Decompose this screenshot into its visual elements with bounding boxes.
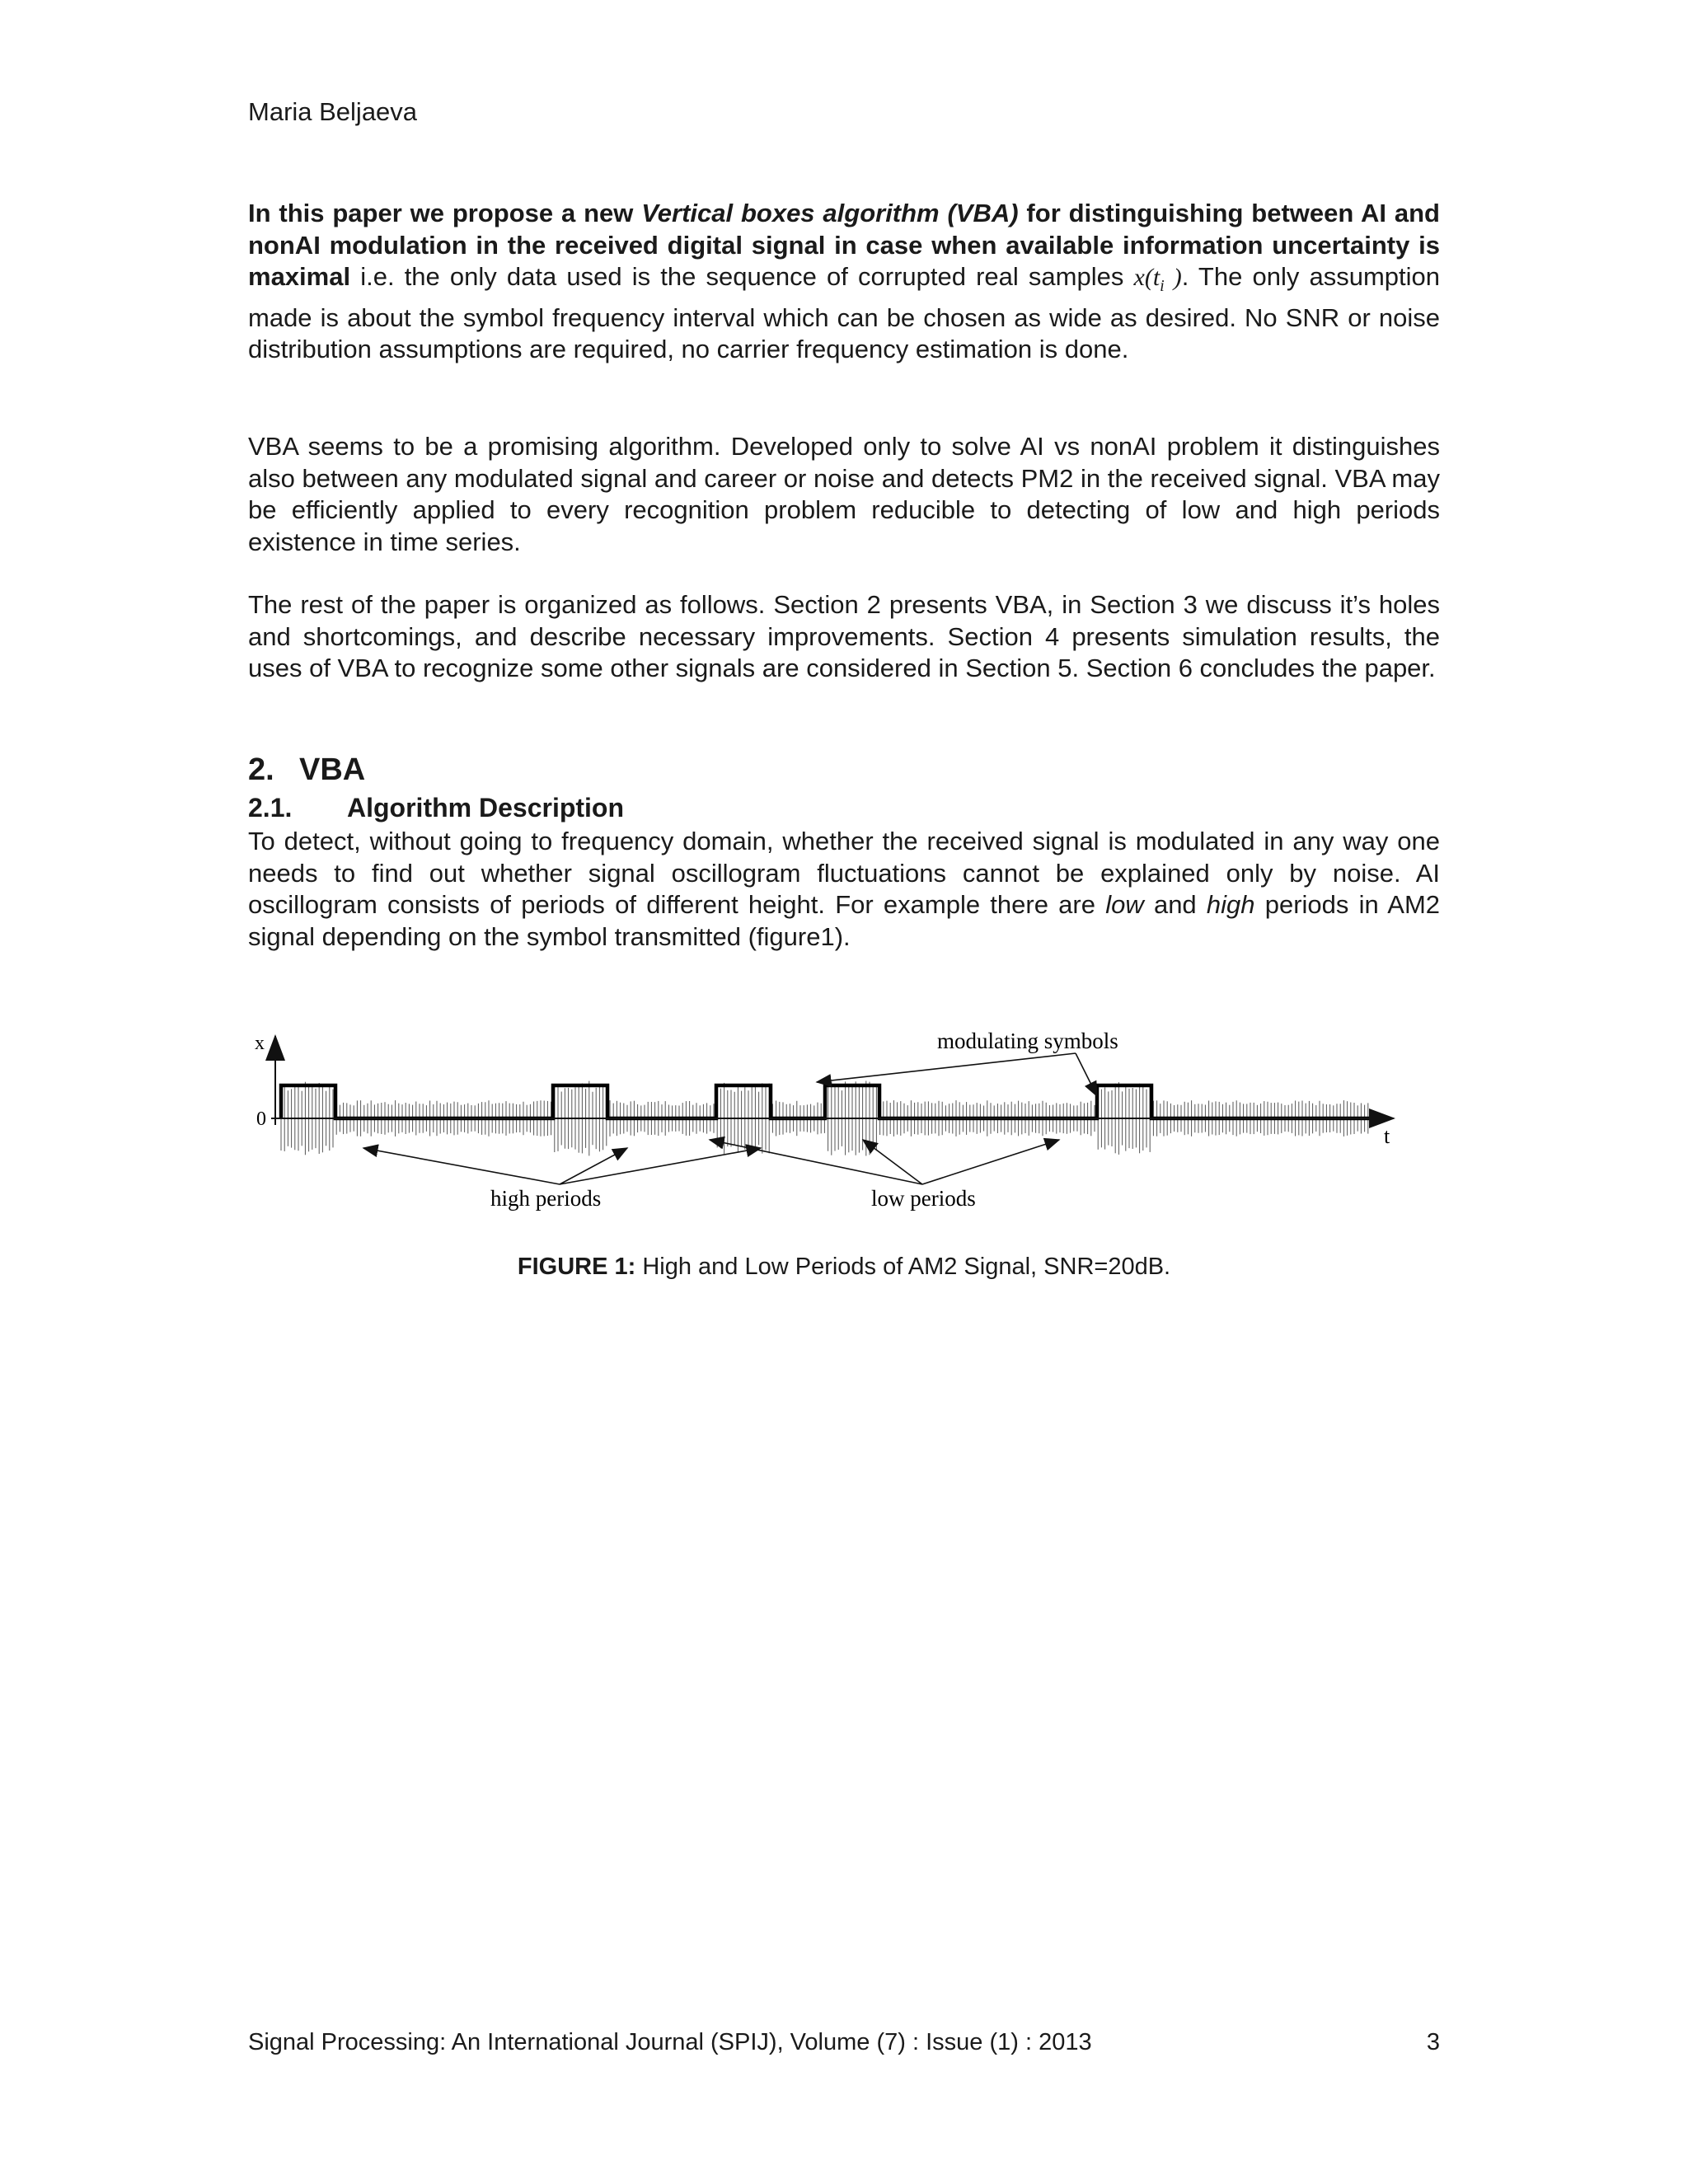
arrow-low-3 — [922, 1140, 1059, 1184]
arrow-high-1 — [363, 1148, 560, 1184]
subsection-heading — [248, 793, 624, 823]
lead-text-a: In this paper we propose a new — [248, 199, 642, 227]
section-number: 2. — [248, 752, 274, 787]
footer-journal: Signal Processing: An International Journal (SPIJ), Volume (7) : Issue (1) : 2013 — [248, 2029, 1092, 2055]
page-footer — [248, 2029, 1440, 2056]
paragraph-organization: The rest of the paper is organized as follows. Section 2 presents VBA, in Section 3 we discuss it’s holes and shortcomings, and describe necessary improvements. Section 4 presents simulation results, the uses of VBA to recognize some other signals are considered in Section 5. Section 6 concludes the paper. — [248, 590, 1440, 682]
arrow-high-3 — [560, 1148, 761, 1184]
math-sample-notation: $x(t_i$ ) — [1133, 264, 1182, 295]
arrow-low-1 — [710, 1140, 922, 1184]
lead-text-b: for distinguishing between AI and nonAI modulation in the received digital signal in case when available information uncertainty is maximal — [248, 199, 1440, 291]
paragraph-algorithm-description: To detect, without going to frequency domain, whether the received signal is modulated in any way one needs to find out whether signal oscillogram fluctuations cannot be explained only by noise. AI oscillogram consists of periods of different height. For example there are low and high periods in AM2 signal depending on the symbol transmitted (figure1). — [248, 827, 1441, 951]
paragraph-intro-rest-b: . The only assumption made is about the symbol frequency interval which can be chosen as wide as desired. No SNR or noise distribution assumptions are required, no carrier frequency estimation is done. — [248, 262, 1440, 363]
emphasis-high: high — [1206, 890, 1255, 919]
section-title: VBA — [299, 752, 366, 787]
paragraph-intro-rest-a: i.e. the only data used is the sequence of corrupted real samples — [350, 262, 1134, 291]
label-high-periods: high periods — [490, 1186, 602, 1211]
subsection-title: Algorithm Description — [347, 793, 625, 823]
page-number: 3 — [1426, 2029, 1440, 2055]
lead-text-emphasis: Vertical boxes algorithm (VBA) — [641, 199, 1019, 227]
am2-signal-diagram — [248, 1001, 1440, 1220]
paragraph-vba-promise: VBA seems to be a promising algorithm. Developed only to solve AI vs nonAI problem it distinguishes also between any modulated signal and career or noise and detects PM2 in the received signal. VBA may be efficiently applied to every recognition problem reducible to detecting of low and high periods existence in time series. — [248, 432, 1440, 556]
section-heading — [248, 752, 365, 788]
modulating-symbol-waveform — [281, 1085, 1369, 1118]
running-header-author: Maria Beljaeva — [248, 97, 418, 126]
figure-am2-signal — [248, 1001, 1440, 1220]
figure-caption-label: FIGURE 1: — [517, 1254, 636, 1280]
arrow-symbols-1 — [817, 1053, 1076, 1082]
origin-label: 0 — [256, 1108, 266, 1130]
subsection-number: 2.1. — [248, 793, 293, 823]
t-axis-label: t — [1384, 1124, 1390, 1148]
symbol-waveform-line — [281, 1085, 1369, 1118]
paragraph-intro — [248, 198, 1440, 366]
x-axis-label: x — [255, 1033, 265, 1054]
arrow-symbols-2 — [1076, 1053, 1097, 1096]
label-low-periods: low periods — [871, 1186, 976, 1211]
figure-caption — [0, 1254, 1688, 1281]
figure-caption-text: High and Low Periods of AM2 Signal, SNR=20dB. — [635, 1254, 1171, 1280]
emphasis-low: low — [1105, 890, 1144, 919]
label-modulating-symbols: modulating symbols — [937, 1029, 1118, 1053]
